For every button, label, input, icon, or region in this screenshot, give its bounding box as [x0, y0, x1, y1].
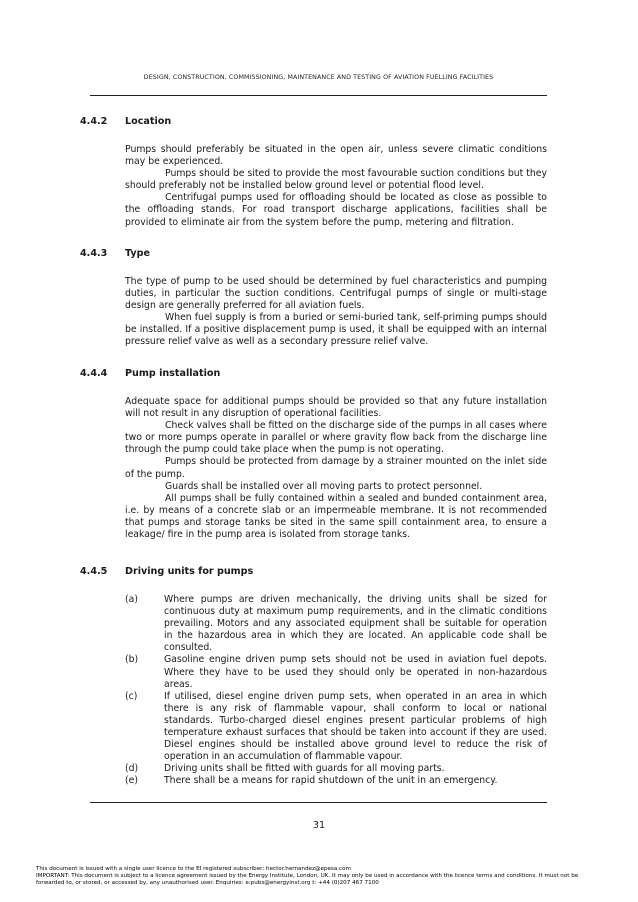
- list-item: [125, 763, 547, 775]
- section-body-4-4-4: [125, 396, 547, 541]
- list-item-label: (a): [125, 594, 138, 605]
- driving-units-list: [125, 594, 547, 788]
- licence-footer: [36, 866, 611, 887]
- paragraph: Adequate space for additional pumps should be provided so that any future installation will not result in any disruption of operational facilities.: [125, 396, 547, 420]
- section-number: 4.4.3: [80, 248, 108, 259]
- page-number: 31: [312, 820, 326, 831]
- running-header: DESIGN, CONSTRUCTION, COMMISSIONING, MAINTENANCE AND TESTING OF AVIATION FUELLING FACILITIES: [143, 74, 494, 81]
- footer-line: This document is issued with a single user licence to the EI registered subscriber: hector.hernandez@epesa.com: [36, 866, 352, 872]
- paragraph: Centrifugal pumps used for offloading should be located as close as possible to the offloading stands. For road transport discharge applications, facilities shall be provided to eliminate air from the system before the pump, metering and filtration.: [125, 192, 547, 228]
- list-item-label: (b): [125, 654, 139, 666]
- list-item-label: (d): [125, 763, 139, 775]
- list-item: [125, 654, 547, 690]
- paragraph: Pumps should be sited to provide the most favourable suction conditions but they should preferably not be installed below ground level or potential flood level.: [125, 168, 547, 192]
- paragraph: All pumps shall be fully contained within a sealed and bunded containment area, i.e. by means of a concrete slab or an impermeable membrane. It is not recommended that pumps and storage tanks be sited in the same spill containment area, to ensure a leakage/ fire in the pump area is isolated from storage tanks.: [125, 492, 547, 541]
- section-heading-4-4-5: [80, 566, 253, 577]
- list-item: [125, 594, 547, 654]
- list-item: [125, 691, 547, 764]
- list-item-label: (e): [125, 775, 138, 787]
- list-item-text: Where pumps are driven mechanically, the driving units shall be sized for continuous duty at maximum pump requirements, and in the climatic conditions prevailing. Motors and any associated equipment shall be suitable for operation in the hazardous area in which they are located. An applicable code shall be consulted.: [164, 594, 547, 654]
- section-heading-4-4-2: [80, 116, 171, 127]
- list-item-text: If utilised, diesel engine driven pump sets, when operated in an area in which there is any risk of flammable vapour, shall conform to local or national standards. Turbo-charged diesel engines present particular problems of high temperature exhaust surfaces that should be taken into account if they are used. Diesel engines should be installed above ground level to reduce the risk of operation in an accumulation of flammable vapour.: [164, 690, 547, 763]
- section-number: 4.4.2: [80, 116, 108, 127]
- paragraph: Pumps should preferably be situated in the open air, unless severe climatic conditions may be experienced.: [125, 144, 547, 168]
- section-title: Driving units for pumps: [125, 566, 254, 577]
- section-heading-4-4-4: [80, 368, 220, 379]
- footer-line: forwarded to, or stored, or accessed by, any unauthorised user. Enquiries: e:pubs@energyinst.org t: +44 (0)207 467 7100: [36, 879, 379, 886]
- list-item-text: Gasoline engine driven pump sets should not be used in aviation fuel depots. Where they have to be used they should only be operated in non-hazardous areas.: [164, 654, 547, 690]
- paragraph: Check valves shall be fitted on the discharge side of the pumps in all cases where two or more pumps operate in parallel or where gravity flow back from the discharge line through the pump could take place when the pump is not operating.: [125, 420, 547, 456]
- header-rule: [90, 95, 547, 96]
- paragraph: Pumps should be protected from damage by a strainer mounted on the inlet side of the pump.: [125, 456, 547, 480]
- list-item-text: There shall be a means for rapid shutdown of the unit in an emergency.: [164, 775, 498, 787]
- paragraph: Guards shall be installed over all moving parts to protect personnel.: [165, 480, 483, 492]
- section-number: 4.4.5: [80, 566, 108, 577]
- section-heading-4-4-3: [80, 248, 150, 259]
- paragraph: When fuel supply is from a buried or semi-buried tank, self-priming pumps should be installed. If a positive displacement pump is used, it shall be equipped with an internal pressure relief valve as well as a secondary pressure relief valve.: [125, 312, 547, 348]
- section-body-4-4-2: [125, 144, 547, 229]
- footer-line: IMPORTANT: This document is subject to a licence agreement issued by the Energy Institute, London, UK. It may only be used in accordance with the licence terms and conditions. It must not be: [36, 872, 579, 879]
- paragraph: The type of pump to be used should be determined by fuel characteristics and pumping duties, in particular the suction conditions. Centrifugal pumps of single or multi-stage design are generally preferred for all aviation fuels.: [125, 276, 547, 312]
- section-title: Pump installation: [125, 368, 221, 379]
- section-title: Location: [125, 116, 172, 127]
- section-number: 4.4.4: [80, 368, 108, 379]
- section-title: Type: [125, 248, 151, 259]
- list-item-label: (c): [125, 690, 138, 702]
- list-item-text: Driving units shall be fitted with guards for all moving parts.: [164, 763, 445, 775]
- section-body-4-4-3: [125, 276, 547, 349]
- footer-rule: [90, 802, 547, 803]
- list-item: [125, 775, 547, 787]
